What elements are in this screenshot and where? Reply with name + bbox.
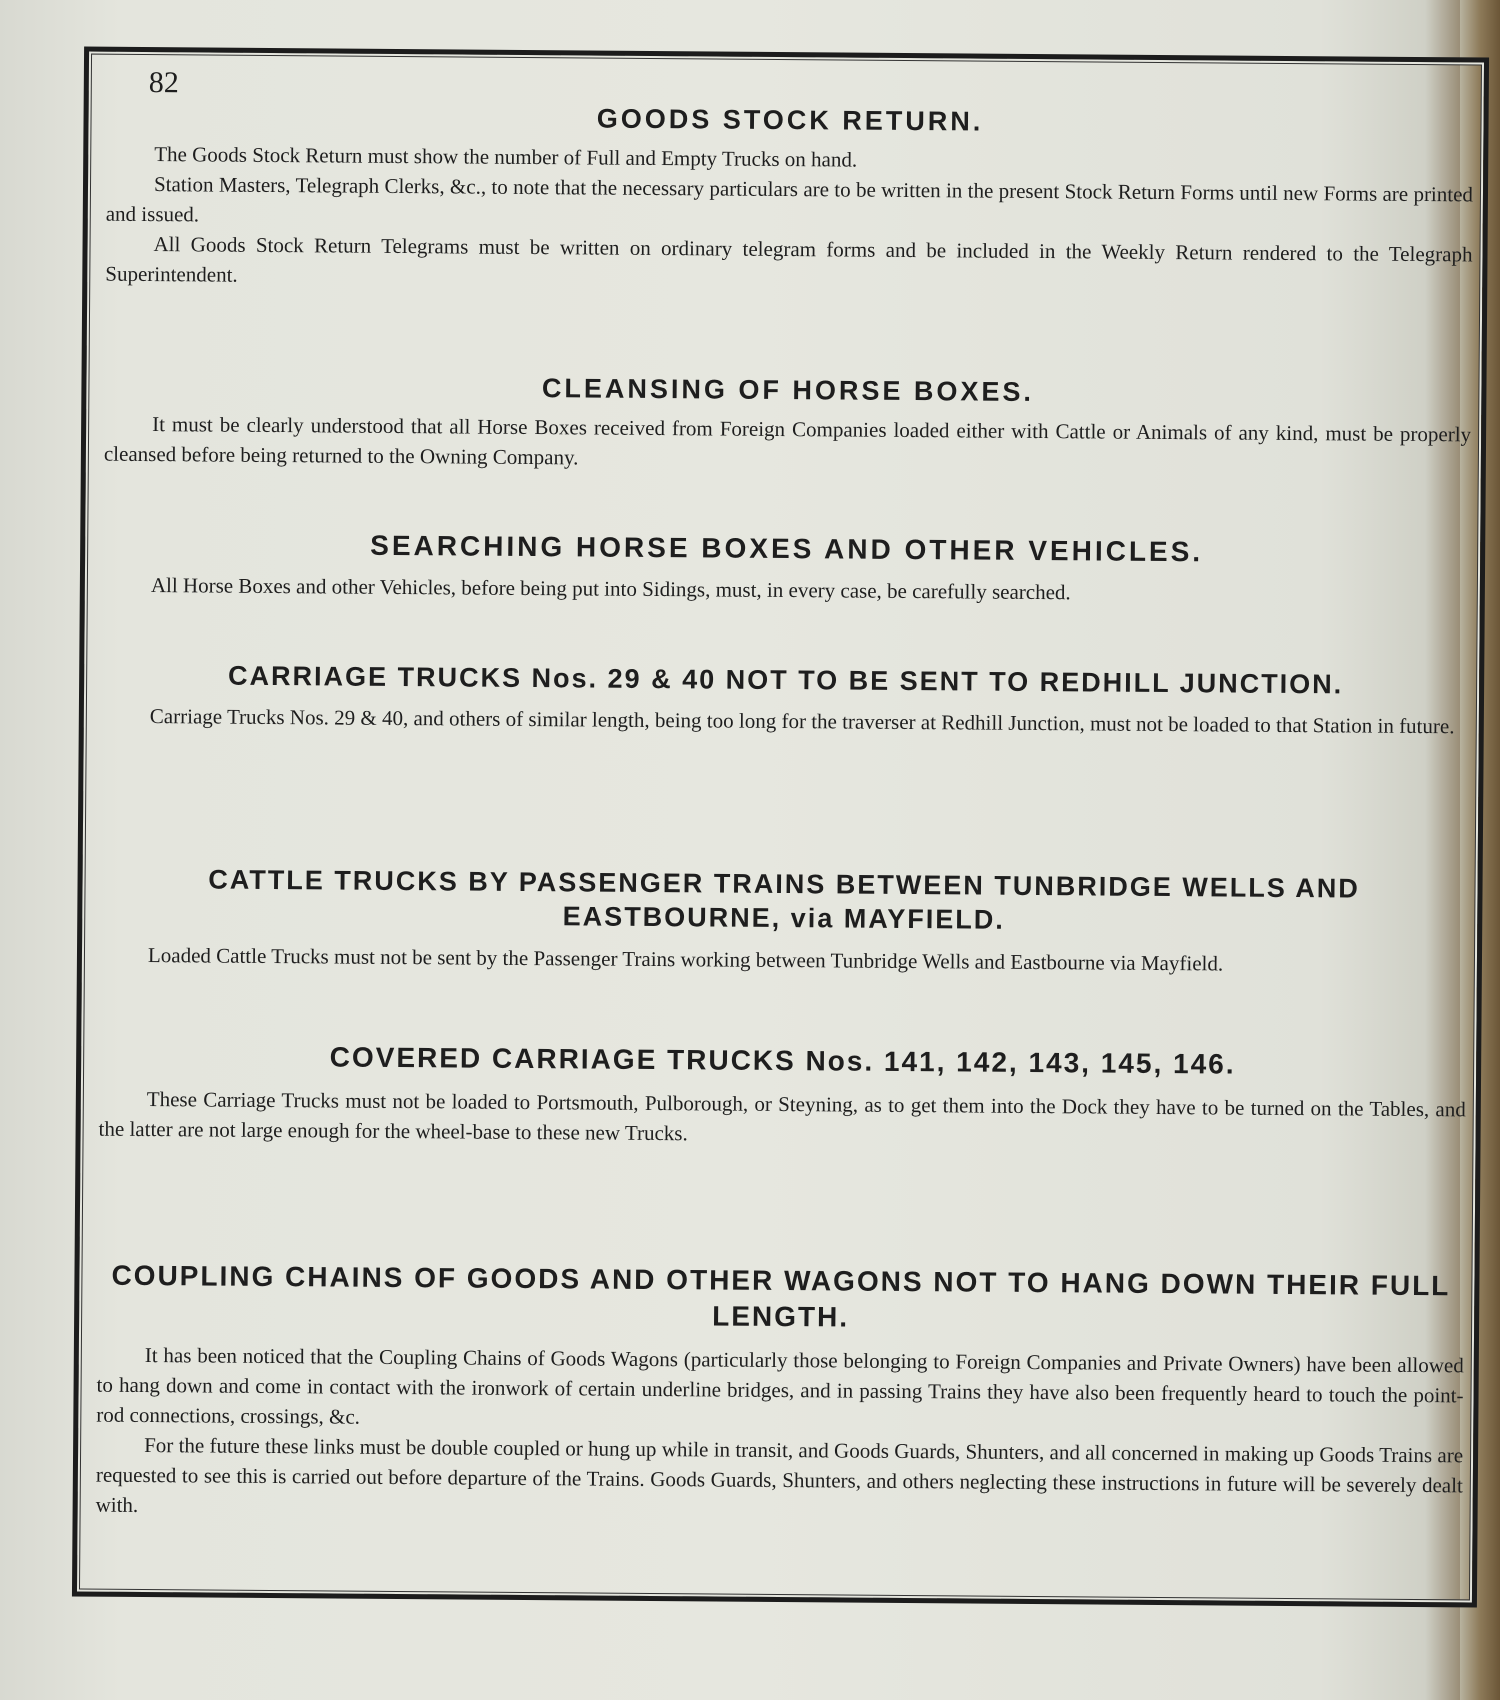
section-searching-horse-boxes <box>103 528 1471 611</box>
section-paragraph: It must be clearly understood that all Horse Boxes received from Foreign Companies loaded either with Cattle or Animals of any kind, must be properly cleansed before being returned to the Owning Company. <box>103 412 1472 470</box>
section-heading: COUPLING CHAINS OF GOODS AND OTHER WAGONS NOT TO HANG DOWN THEIR FULL LENGTH. <box>111 1259 1451 1333</box>
section-paragraph: All Goods Stock Return Telegrams must be written on ordinary telegram forms and be included in the Weekly Return rendered to the Telegraph Superintendent. <box>105 232 1473 287</box>
section-goods-stock-return <box>105 100 1473 300</box>
section-cattle-trucks-mayfield <box>100 862 1468 981</box>
section-covered-carriage-trucks <box>98 1040 1466 1155</box>
section-paragraph: The Goods Stock Return must show the number of Full and Empty Trucks on hand. <box>154 142 858 172</box>
section-heading: COVERED CARRIAGE TRUCKS Nos. 141, 142, 143, 145, 146. <box>329 1041 1236 1080</box>
section-heading: CLEANSING OF HORSE BOXES. <box>541 373 1035 407</box>
section-paragraph: Loaded Cattle Trucks must not be sent by the Passenger Trains working between Tunbridge Wells and Eastbourne via Mayfield. <box>147 943 1224 976</box>
page-border-frame <box>72 47 1489 1608</box>
section-paragraph: Carriage Trucks Nos. 29 & 40, and others of similar length, being too long for the traverser at Redhill Junction, must not be loaded to that Station in future. <box>149 704 1455 739</box>
section-heading: GOODS STOCK RETURN. <box>596 103 984 137</box>
section-paragraph: All Horse Boxes and other Vehicles, before being put into Sidings, must, in every case, be carefully searched. <box>150 573 1071 605</box>
section-paragraph: For the future these links must be double coupled or hung up while in transit, and Goods Guards, Shunters, and all concerned in making up Goods Trains are requested to see this is carried out before departure of the Trains. Goods Guards, Shunters, and others neglecting these instructions in future will be severely dealt with. <box>95 1433 1464 1517</box>
section-heading: CATTLE TRUCKS BY PASSENGER TRAINS BETWEEN TUNBRIDGE WELLS AND EASTBOURNE, via MAYFIELD. <box>208 864 1360 935</box>
section-paragraph: Station Masters, Telegraph Clerks, &c., to note that the necessary particulars are to be written in the present Stock Return Forms until new Forms are printed and issued. <box>105 172 1474 227</box>
section-heading: CARRIAGE TRUCKS Nos. 29 & 40 NOT TO BE SENT TO REDHILL JUNCTION. <box>227 660 1344 700</box>
section-cleansing-horse-boxes <box>104 370 1472 480</box>
section-paragraph: These Carriage Trucks must not be loaded to Portsmouth, Pulborough, or Steyning, as to get them into the Dock they have to be turned on the Tables, and the latter are not large enough for the wheel-base to these new Trucks. <box>98 1087 1466 1146</box>
section-heading: SEARCHING HORSE BOXES AND OTHER VEHICLES. <box>370 529 1204 568</box>
page-number: 82 <box>148 66 179 100</box>
section-carriage-trucks-redhill <box>102 660 1470 742</box>
section-coupling-chains <box>96 1258 1465 1531</box>
section-paragraph: It has been noticed that the Coupling Chains of Goods Wagons (particularly those belonging to Foreign Companies and Private Owners) have been allowed to hang down and come in contact with the ironwork of certain underline bridges, and in passing Trains they have also been frequently heard to touch the point-rod connections, crossings, &c. <box>96 1343 1464 1429</box>
